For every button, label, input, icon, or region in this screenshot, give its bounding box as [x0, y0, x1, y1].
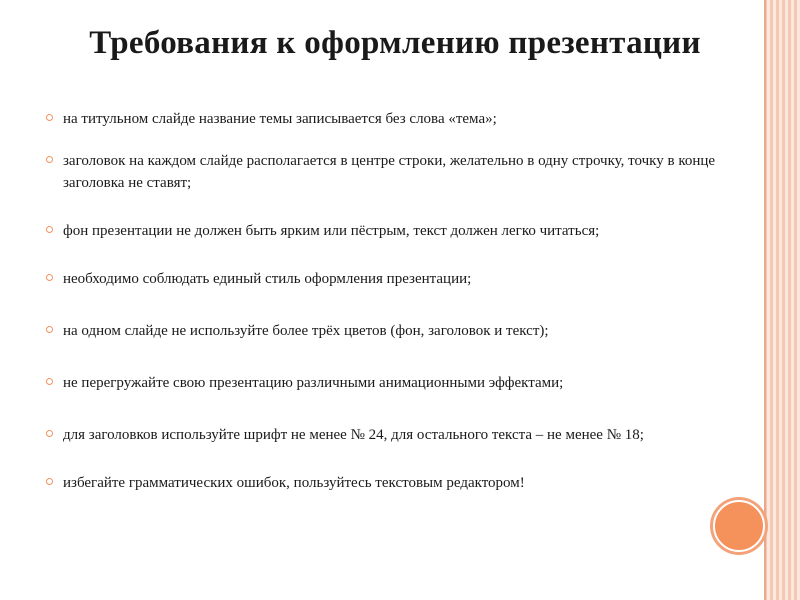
list-item	[46, 268, 758, 290]
list-item	[46, 150, 758, 194]
list-item-text: фон презентации не должен быть ярким или пёстрым, текст должен легко читаться;	[63, 223, 600, 239]
list-item	[46, 220, 758, 242]
list-item	[46, 372, 758, 394]
bullet-circle-icon	[46, 226, 53, 233]
list-item-text: избегайте грамматических ошибок, пользуйтесь текстовым редактором!	[63, 475, 525, 491]
bullet-circle-icon	[46, 114, 53, 121]
list-item-text: на титульном слайде название темы записывается без слова «тема»;	[63, 111, 497, 127]
list-item	[46, 108, 758, 130]
list-item	[46, 424, 758, 446]
orange-circle-icon	[713, 500, 765, 552]
bullet-list	[46, 108, 758, 494]
list-item-text: не перегружайте свою презентацию различными анимационными эффектами;	[63, 375, 564, 391]
right-decorative-border	[764, 0, 800, 600]
bullet-circle-icon	[46, 274, 53, 281]
list-item-text: заголовок на каждом слайде располагается в центре строки, желательно в одну строчку, точку в конце заголовка не ставят;	[63, 153, 716, 191]
bullet-circle-icon	[46, 156, 53, 163]
bullet-circle-icon	[46, 478, 53, 485]
slide-title: Требования к оформлению презентации	[89, 25, 701, 61]
bullet-circle-icon	[46, 378, 53, 385]
bullet-circle-icon	[46, 326, 53, 333]
list-item	[46, 472, 758, 494]
border-edge-line	[764, 0, 766, 600]
bullet-circle-icon	[46, 430, 53, 437]
list-item	[46, 320, 758, 342]
list-item-text: на одном слайде не используйте более трёх цветов (фон, заголовок и текст);	[63, 323, 549, 339]
list-item-text: для заголовков используйте шрифт не менее № 24, для остального текста – не менее № 18;	[63, 427, 644, 443]
list-item-text: необходимо соблюдать единый стиль оформления презентации;	[63, 271, 472, 287]
